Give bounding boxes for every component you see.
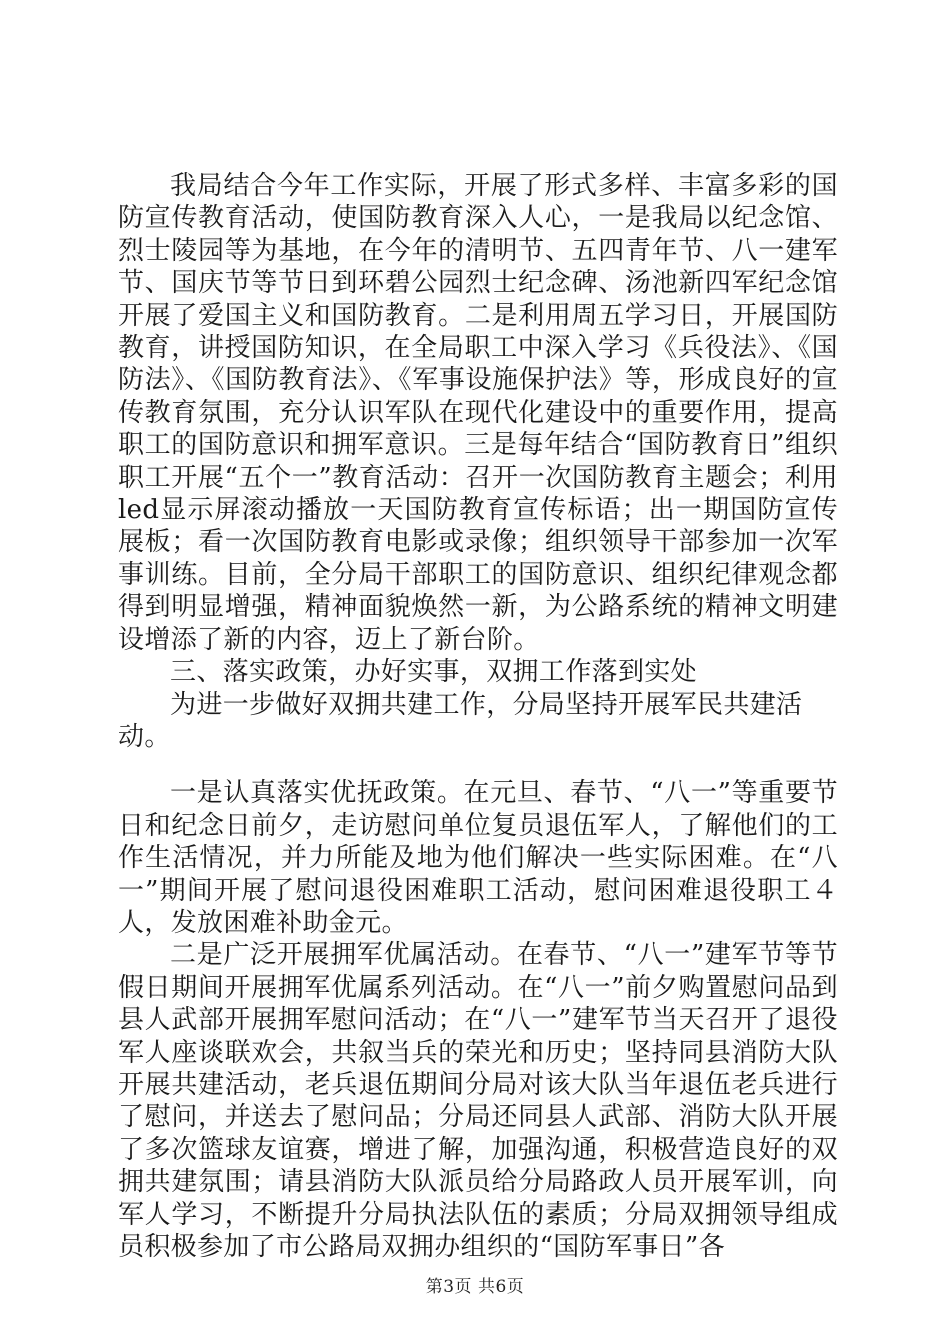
section-heading: 三、落实政策，办好实事，双拥工作落到实处 bbox=[170, 657, 698, 688]
paragraph-support-military: 二是广泛开展拥军优属活动。在春节、“八一”建军节等节假日期间开展拥军优属系列活动。在“八一”前夕购置慰问品到县人武部开展拥军慰问活动；在“八一”建军节当天召开了退役军人座谈联欢会，共叙当兵的荣光和历史；坚持同县消防大队开展共建活动，老兵退伍期间分局对该大队当年退伍老兵进行了慰问，并送去了慰问品；分局还同县人武部、消防大队开展了多次篮球友谊赛，增进了解，加强沟通，积极营造良好的双拥共建氛围；请县消防大队派员给分局路政人员开展军训，向军人学习，不断提升分局执法队伍的素质；分局双拥领导组成员积极参加了市公路局双拥办组织的“国防军事日”各 bbox=[118, 940, 838, 1262]
section-intro: 为进一步做好双拥共建工作，分局坚持开展军民共建活动。 bbox=[118, 689, 803, 752]
paragraph-national-defense-education: 我局结合今年工作实际，开展了形式多样、丰富多彩的国防宣传教育活动，使国防教育深入人心，一是我局以纪念馆、烈士陵园等为基地，在今年的清明节、五四青年节、八一建军节、国庆节等节日到环碧公园烈士纪念碑、汤池新四军纪念馆开展了爱国主义和国防教育。二是利用周五学习日，开展国防教育，讲授国防知识，在全局职工中深入学习《兵役法》、《国防法》、《国防教育法》、《军事设施保护法》等，形成良好的宣传教育氛围，充分认识军队在现代化建设中的重要作用，提高职工的国防意识和拥军意识。三是每年结合“国防教育日”组织职工开展“五个一”教育活动：召开一次国防教育主题会；利用led显示屏滚动播放一天国防教育宣传标语；出一期国防宣传展板；看一次国防教育电影或录像；组织领导干部参加一次军事训练。目前，全分局干部职工的国防意识、组织纪律观念都得到明显增强，精神面貌焕然一新，为公路系统的精神文明建设增添了新的内容，迈上了新台阶。 bbox=[118, 171, 838, 655]
paragraph-spacer bbox=[118, 753, 838, 777]
document-body bbox=[118, 170, 838, 1263]
paragraph-preferential-policy: 一是认真落实优抚政策。在元旦、春节、“八一”等重要节日和纪念日前夕，走访慰问单位复员退伍军人，了解他们的工作生活情况，并力所能及地为他们解决一些实际困难。在“八一”期间开展了慰问退役困难职工活动，慰问困难退役职工４人，发放困难补助金元。 bbox=[118, 778, 838, 938]
page-number-footer: 第3页 共6页 bbox=[425, 1277, 525, 1297]
